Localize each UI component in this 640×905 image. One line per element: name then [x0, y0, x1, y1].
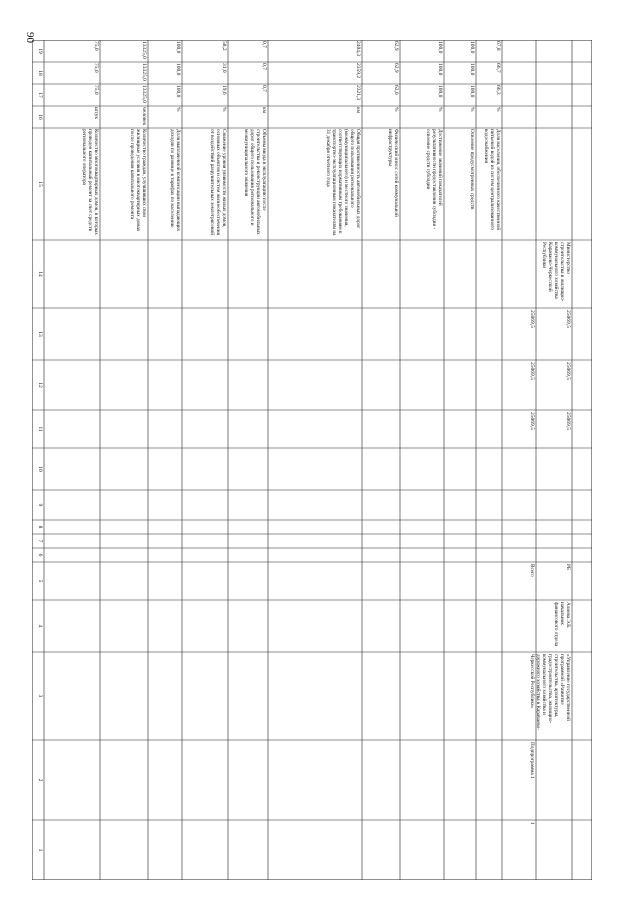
column-number: 19 — [37, 48, 43, 54]
subprogram-col4: Алиева Э.Б. начальник финансового отдела — [553, 602, 571, 647]
indicator-value-17: 2321,3 — [355, 85, 361, 101]
indicator-value-17: 100,0 — [175, 85, 181, 98]
column-number: 1 — [37, 848, 43, 852]
subprogram-col14: Министерство строительства и жилищно-коммунального хозяйства Карачаево-Черкесской Республики — [541, 242, 571, 302]
subprogram-col2: Подпрограмма 1 — [529, 742, 535, 779]
indicator-name: Освоение предусмотренных средств — [469, 129, 475, 210]
indicator-value-19: 100,0 — [469, 41, 475, 54]
subprogram-rb-11: 25069,5 — [565, 412, 571, 430]
indicator-name: Доля выплаченной компенсации выпадающих доходов по разнице в тарифах по населению — [169, 129, 181, 233]
subprogram-col1: 1 — [529, 822, 535, 825]
indicator-value-18: 100,0 — [437, 63, 443, 76]
indicator-value-19: 100,0 — [175, 41, 181, 54]
indicator-value-17: 100,0 — [469, 85, 475, 98]
indicator-value-18: 100,0 — [469, 63, 475, 76]
indicator-name: Количество граждан, улучшивших свои жилищные условия в многоквартирных домах после проведения капитального ремонта — [129, 129, 147, 233]
indicator-name: Доля населения, обеспеченного качественной питьевой водой из систем централизованного водоснабжения — [483, 129, 501, 232]
column-number: 12 — [37, 382, 43, 388]
column-number: 18 — [37, 70, 43, 76]
subprogram-total-13: 25069,5 — [529, 310, 535, 328]
indicator-value-18: 62,9 — [393, 63, 399, 73]
indicator-name: Общая протяженность автомобильных дорог общего пользования регионального (межмуниципального) и местного значения, соответствующих нормативным требованиям к транспортно-эксплуатационным показателям на 31 декабря отчетного года — [325, 129, 361, 237]
indicator-value-18: 31,0 — [221, 63, 227, 73]
indicator-unit: человек — [141, 107, 147, 126]
indicator-value-17: 13325,0 — [141, 85, 147, 103]
indicator-unit: штук — [93, 107, 99, 119]
column-number: 10 — [37, 466, 43, 472]
indicator-name: Достижение значений показателей результативности предоставления субсидии - освоение средств субсидии — [425, 129, 443, 231]
indicator-value-18: 100,0 — [175, 63, 181, 76]
indicator-unit: км — [355, 107, 361, 114]
column-number: 5 — [37, 579, 43, 583]
indicator-value-19: 67,8 — [495, 41, 501, 51]
indicator-unit: % — [437, 107, 443, 112]
indicator-value-19: 0,7 — [261, 41, 267, 48]
indicator-unit: % — [469, 107, 475, 112]
column-number: 11 — [37, 426, 43, 432]
indicator-unit: % — [221, 107, 227, 112]
indicator-value-18: 2359,2 — [355, 63, 361, 79]
rotated-table — [32, 40, 592, 880]
subprogram-rb-label: РБ — [565, 564, 571, 570]
column-number: 6 — [37, 553, 43, 557]
indicator-value-17: 0,7 — [261, 85, 267, 92]
indicator-name: Количество многоквартирных домов, в которых проведен капитальный ремонт за счет средств регионального оператора — [81, 129, 99, 237]
indicator-unit: км — [261, 107, 267, 114]
column-number: 15 — [37, 181, 43, 187]
subprogram-col3: «Управление государственной программой «Развитие строительства, архитектуры, градостроительства, жилищно-коммунального хозяйства и дорожного хозяйства в Карачаево-Черкесской Республике» — [529, 654, 571, 730]
indicator-name: Объемы ввода в эксплуатацию после строительства и реконструкции автомобильных дорог общего пользования регионального и межмуниципального значения — [243, 129, 267, 236]
indicator-value-17: 75,0 — [93, 85, 99, 95]
column-number: 3 — [37, 694, 43, 698]
indicator-value-19: 75,0 — [93, 41, 99, 51]
page-number: 90 — [24, 32, 36, 43]
indicator-value-17: 100,0 — [437, 85, 443, 98]
column-number: 7 — [37, 539, 43, 543]
indicator-value-19: 62,9 — [393, 41, 399, 51]
indicator-value-18: 13325,0 — [141, 63, 147, 81]
indicator-unit: % — [495, 107, 501, 112]
indicator-name: Снижение уровня уязвимости жилых домов, основных объектов и систем жизнеобеспечения от воздействий разрушительных землетрясений — [209, 129, 227, 237]
indicator-value-17: 63,0 — [393, 85, 399, 95]
indicator-unit: % — [393, 107, 399, 112]
column-number: 9 — [37, 503, 43, 507]
column-number: 16 — [37, 114, 43, 120]
indicator-value-17: 66,3 — [495, 85, 501, 95]
column-number: 8 — [37, 525, 43, 529]
column-number: 4 — [37, 624, 43, 628]
column-number: 2 — [37, 778, 43, 782]
indicator-unit: % — [175, 107, 181, 112]
column-number: 14 — [37, 271, 43, 277]
indicator-value-19: 2404,3 — [355, 41, 361, 57]
indicator-value-19: 100,0 — [437, 41, 443, 54]
column-number: 13 — [37, 331, 43, 337]
indicator-value-19: 58,2 — [221, 41, 227, 51]
subprogram-total-label: Всего — [529, 564, 535, 577]
indicator-value-18: 66,7 — [495, 63, 501, 73]
subprogram-total-12: 25069,5 — [529, 362, 535, 380]
subprogram-rb-12: 25069,5 — [565, 362, 571, 380]
indicator-name: Физический износ сетей коммунальной инфраструктуры — [387, 129, 399, 219]
subprogram-total-11: 25069,5 — [529, 412, 535, 430]
column-number: 17 — [37, 92, 43, 98]
subprogram-rb-13: 25069,5 — [565, 310, 571, 328]
indicator-value-19: 13325,0 — [141, 41, 147, 59]
indicator-value-17: 19,6 — [221, 85, 227, 95]
indicator-value-18: 0,7 — [261, 63, 267, 70]
indicator-value-18: 75,0 — [93, 63, 99, 73]
